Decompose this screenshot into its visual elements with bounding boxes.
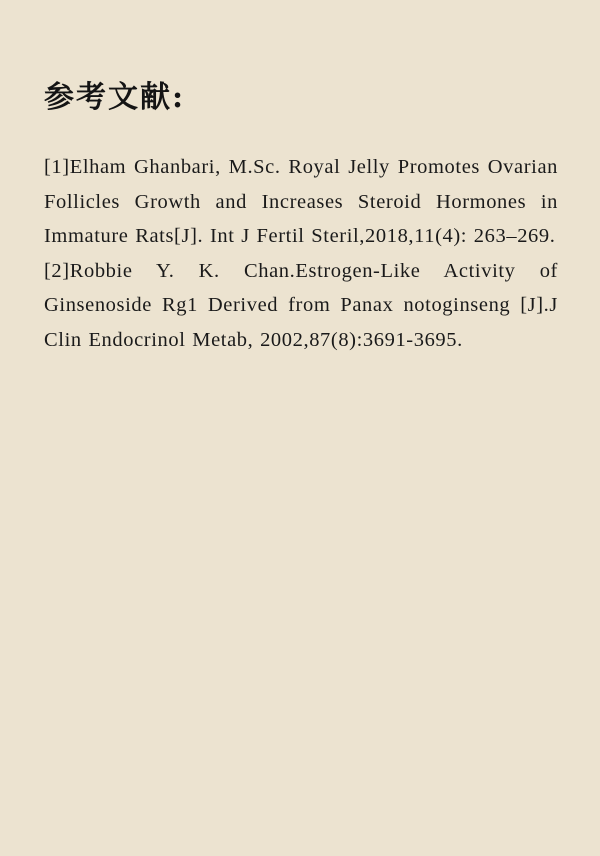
references-heading: 参考文献: (44, 80, 186, 115)
reference-list (44, 150, 558, 358)
reference-item-1: [1]Elham Ghanbari, M.Sc. Royal Jelly Promotes Ovarian Follicles Growth and Increases Steroid Hormones in Immature Rats[J]. Int J Fertil Steril,2018,11(4): 263–269. (44, 156, 558, 248)
reference-item-2: [2]Robbie Y. K. Chan.Estrogen-Like Activity of Ginsenoside Rg1 Derived from Panax notoginseng [J].J Clin Endocrinol Metab, 2002,87(8):3691-3695. (44, 259, 558, 351)
